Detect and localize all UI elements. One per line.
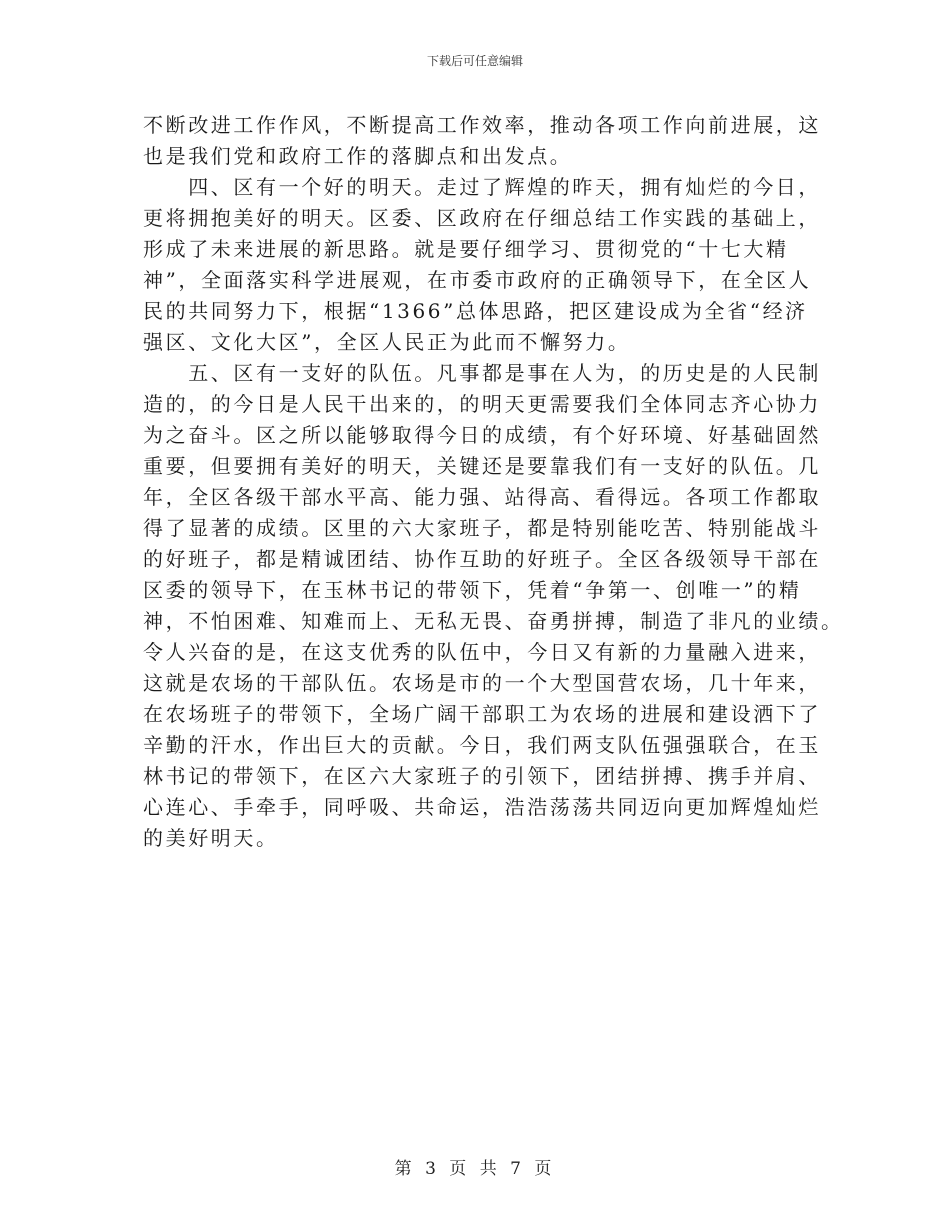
text-line: 神，不怕困难、知难而上、无私无畏、奋勇拼搏，制造了非凡的业绩。 bbox=[143, 609, 844, 633]
text-line: 四、区有一个好的明天。走过了辉煌的昨天，拥有灿烂的今日， bbox=[143, 175, 821, 199]
text-line: 林书记的带领下，在区六大家班子的引领下，团结拼搏、携手并肩、 bbox=[143, 764, 821, 788]
text-line: 神”，全面落实科学进展观，在市委市政府的正确领导下，在全区人 bbox=[143, 268, 812, 292]
text-line: 区委的领导下，在玉林书记的带领下，凭着“争第一、创唯一”的精 bbox=[143, 578, 802, 602]
text-line: 强区、文化大区”，全区人民正为此而不懈努力。 bbox=[143, 330, 631, 354]
text-line: 的好班子，都是精诚团结、协作互助的好班子。全区各级领导干部在 bbox=[143, 547, 821, 571]
text-line: 得了显著的成绩。区里的六大家班子，都是特别能吃苦、特别能战斗 bbox=[143, 516, 821, 540]
text-line: 在农场班子的带领下，全场广阔干部职工为农场的进展和建设洒下了 bbox=[143, 702, 821, 726]
text-line: 年，全区各级干部水平高、能力强、站得高、看得远。各项工作都取 bbox=[143, 485, 821, 509]
text-line: 更将拥抱美好的明天。区委、区政府在仔细总结工作实践的基础上， bbox=[143, 206, 821, 230]
text-line: 的美好明天。 bbox=[143, 826, 279, 850]
text-line: 形成了未来进展的新思路。就是要仔细学习、贯彻党的“十七大精 bbox=[143, 237, 789, 261]
page-footer: 第 3 页 共 7 页 bbox=[394, 1159, 556, 1179]
text-line: 也是我们党和政府工作的落脚点和出发点。 bbox=[143, 144, 573, 168]
body-text bbox=[143, 110, 844, 854]
text-line: 五、区有一支好的队伍。凡事都是事在人为，的历史是的人民制 bbox=[143, 361, 821, 385]
text-line: 不断改进工作作风，不断提高工作效率，推动各项工作向前进展，这 bbox=[143, 113, 821, 137]
text-line: 辛勤的汗水，作出巨大的贡献。今日，我们两支队伍强强联合，在玉 bbox=[143, 733, 821, 757]
text-line: 为之奋斗。区之所以能够取得今日的成绩，有个好环境、好基础固然 bbox=[143, 423, 821, 447]
text-line: 令人兴奋的是，在这支优秀的队伍中，今日又有新的力量融入进来， bbox=[143, 640, 821, 664]
text-line: 造的，的今日是人民干出来的，的明天更需要我们全体同志齐心协力 bbox=[143, 392, 821, 416]
text-line: 心连心、手牵手，同呼吸、共命运，浩浩荡荡共同迈向更加辉煌灿烂 bbox=[143, 795, 821, 819]
text-line: 民的共同努力下，根据“1366”总体思路，把区建设成为全省“经济 bbox=[143, 299, 808, 323]
page-header: 下载后可任意编辑 bbox=[426, 54, 523, 68]
text-line: 这就是农场的干部队伍。农场是市的一个大型国营农场，几十年来， bbox=[143, 671, 821, 695]
text-line: 重要，但要拥有美好的明天，关键还是要靠我们有一支好的队伍。几 bbox=[143, 454, 821, 478]
